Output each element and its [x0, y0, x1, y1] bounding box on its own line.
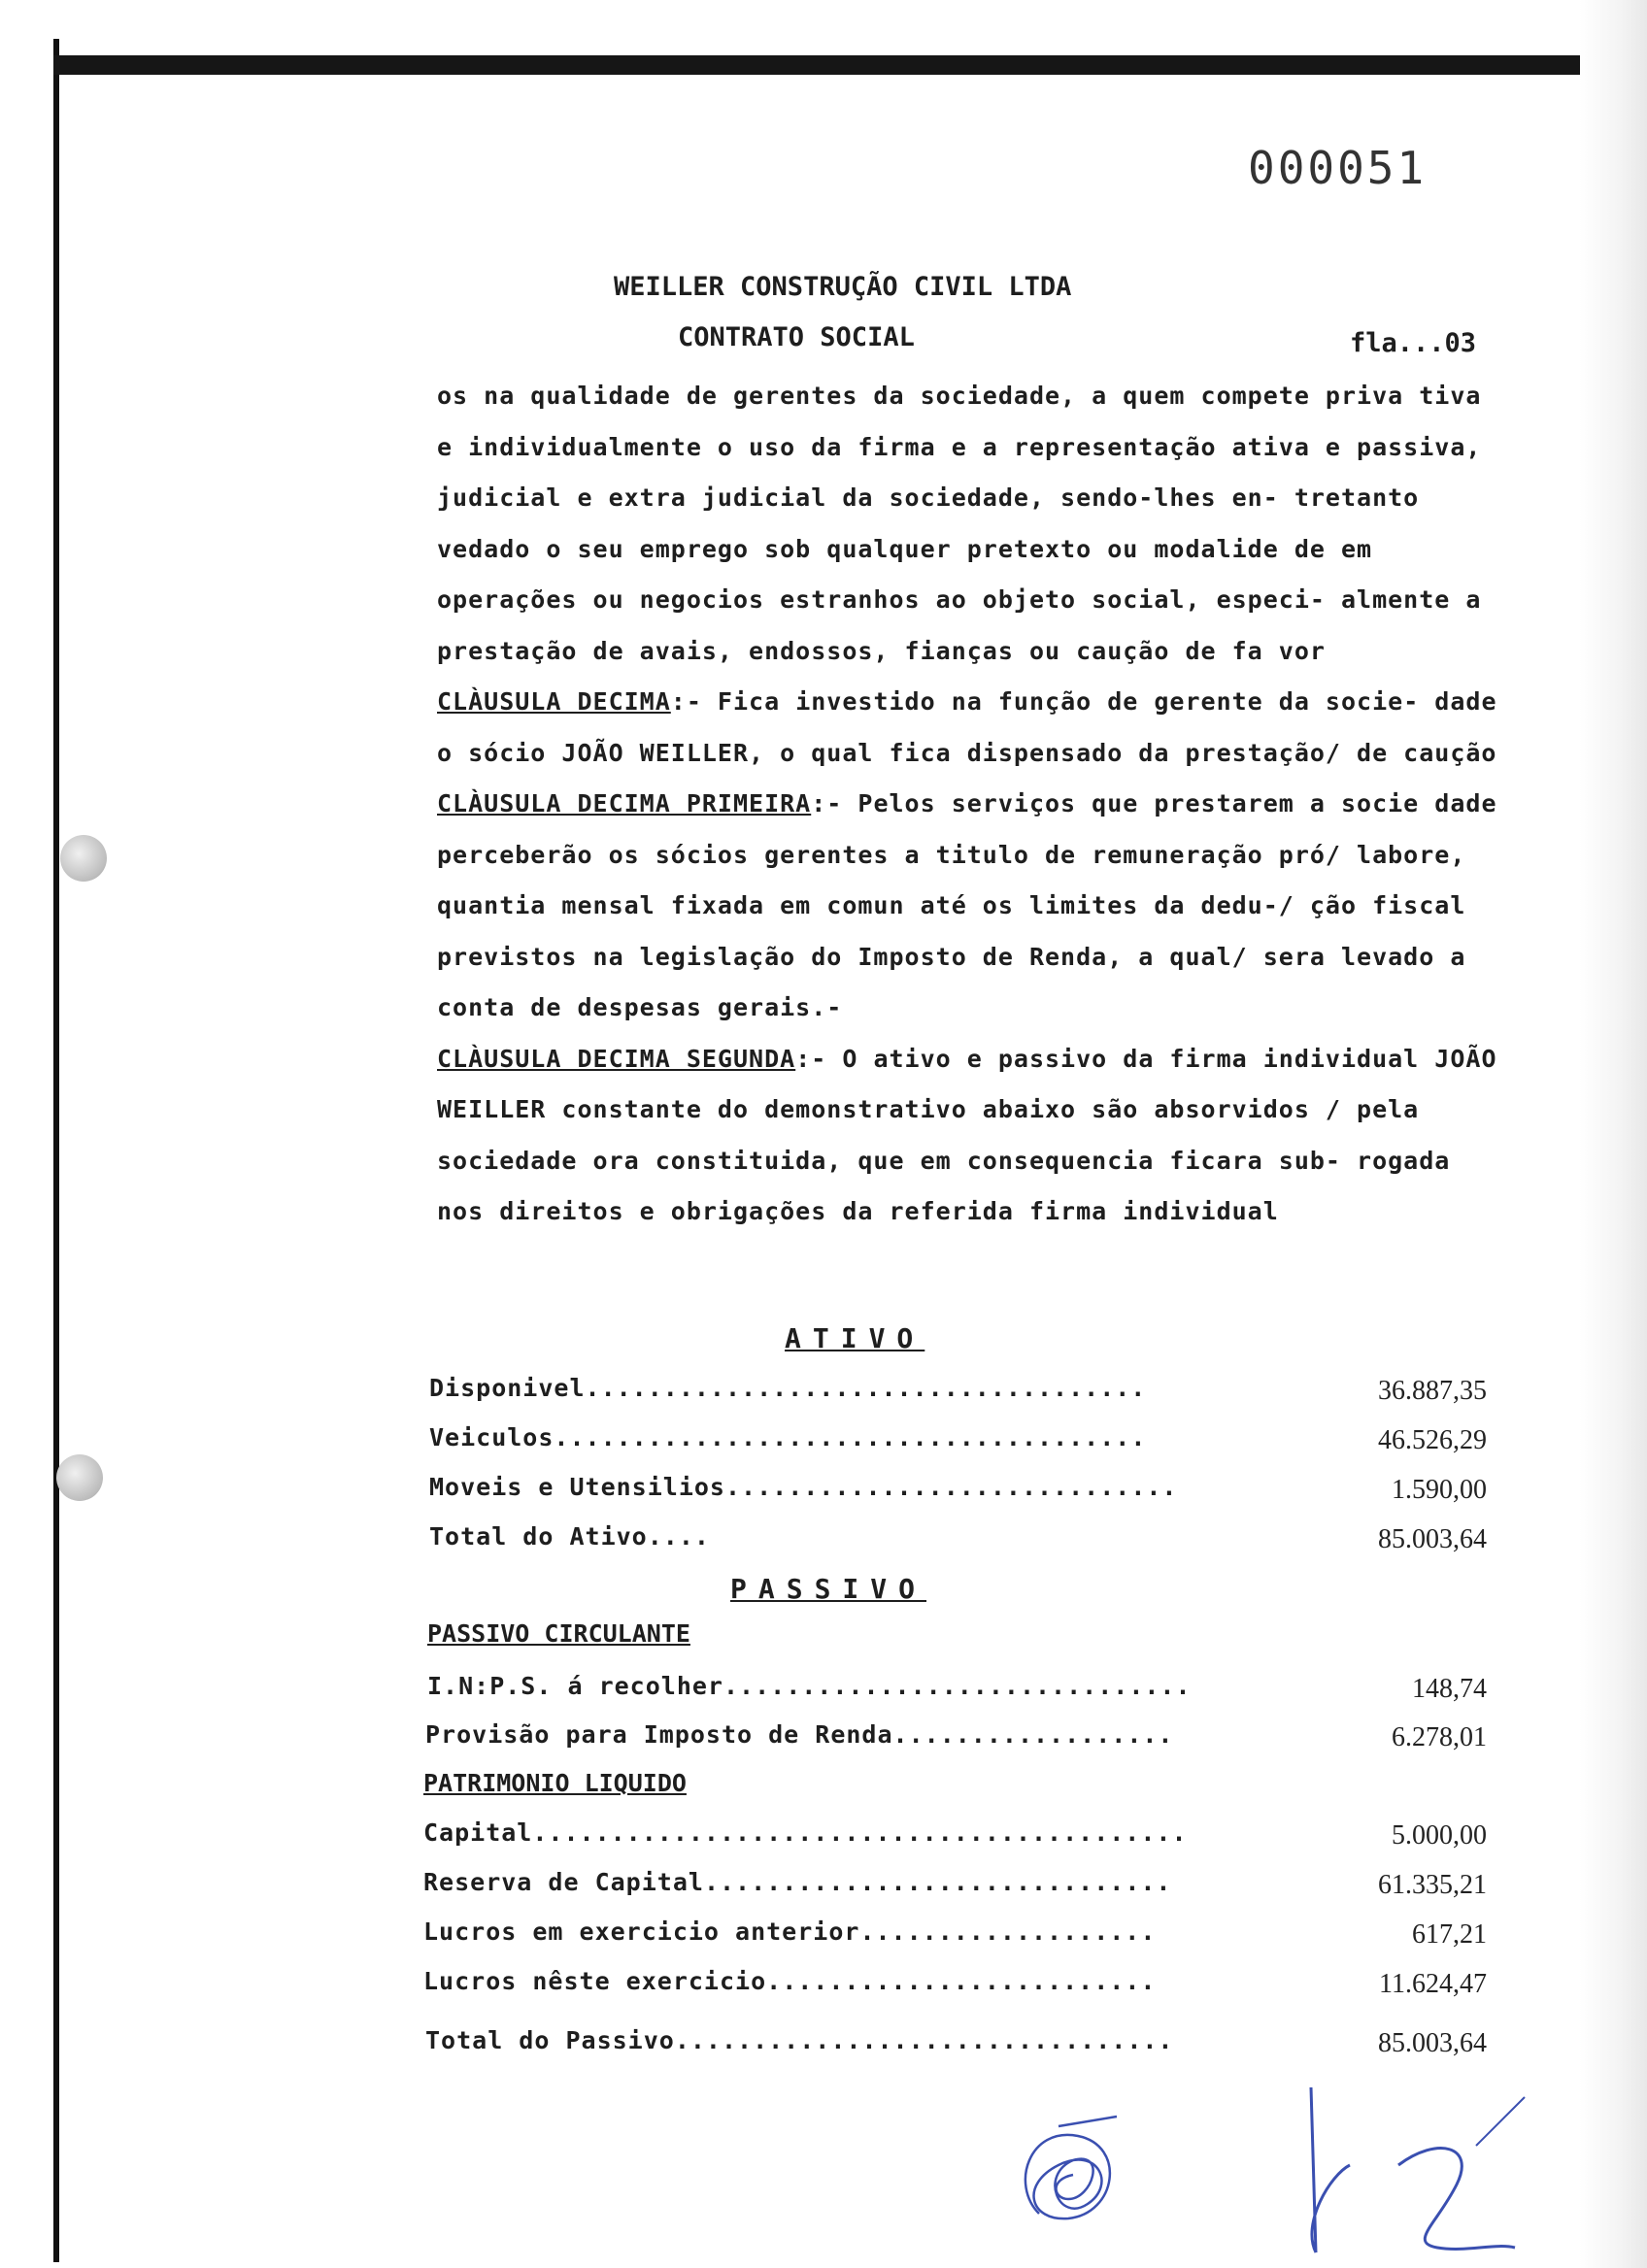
- passivo-circulante-heading: PASSIVO CIRCULANTE: [427, 1619, 690, 1648]
- clause-10-text: :- Fica investido na função de gerente da socie- dade o sócio JOÃO WEILLER, o qual fica dispensado da prestação/ de caução: [437, 687, 1497, 767]
- ativo-amount: 36.887,35: [1378, 1376, 1487, 1406]
- document-number: 000051: [1248, 142, 1428, 194]
- ativo-label: Veiculos......................................: [429, 1423, 1147, 1451]
- sheet-number: fla...03: [1350, 328, 1477, 358]
- punch-hole-top: [60, 835, 107, 882]
- passivo-row-lucros-exercicio: [0, 1967, 1647, 2002]
- clause-11-text: :- Pelos serviços que prestarem a socie dade perceberão os sócios gerentes a titulo de remuneração pró/ labore, quantia mensal fixada em comun até os limites da dedu-/ ção fiscal previstos na legislação do Imposto de Renda, a qual/ sera levado a conta de despesas gerais.-: [437, 789, 1497, 1021]
- passivo-row-reserva: [0, 1868, 1647, 1903]
- passivo-label: I.N:P.S. á recolher..............................: [427, 1672, 1192, 1700]
- passivo-row-inps: [0, 1672, 1647, 1707]
- passivo-row-provisao: [0, 1720, 1647, 1755]
- clause-11-heading: CLÀUSULA DECIMA PRIMEIRA: [437, 789, 812, 817]
- passivo-amount: 11.624,47: [1379, 1969, 1487, 1999]
- ativo-row-disponivel: [0, 1374, 1647, 1409]
- patrimonio-liquido-heading: PATRIMONIO LIQUIDO: [423, 1769, 687, 1797]
- passivo-amount: 5.000,00: [1392, 1820, 1487, 1851]
- ativo-row-moveis: [0, 1473, 1647, 1508]
- passivo-total-amount: 85.003,64: [1378, 2028, 1487, 2058]
- passivo-total-label: Total do Passivo................................: [425, 2026, 1174, 2054]
- passivo-label: Lucros em exercicio anterior...................: [423, 1918, 1157, 1946]
- ativo-label: Moveis e Utensilios.............................: [429, 1473, 1178, 1501]
- ativo-total-label: Total do Ativo....: [429, 1522, 710, 1551]
- passivo-row-total: [0, 2026, 1647, 2061]
- passivo-amount: 61.335,21: [1378, 1870, 1487, 1900]
- ativo-row-veiculos: [0, 1423, 1647, 1458]
- signature-initials-marks: [1292, 2078, 1544, 2262]
- passivo-label: Capital..........................................: [423, 1818, 1188, 1847]
- ativo-amount: 46.526,29: [1378, 1425, 1487, 1455]
- passivo-amount: 6.278,01: [1392, 1722, 1487, 1752]
- clause-11: [437, 779, 1505, 1034]
- passivo-row-capital: [0, 1818, 1647, 1853]
- contract-title: CONTRATO SOCIAL: [678, 322, 915, 352]
- contract-body: [437, 371, 1505, 1238]
- clause-12-heading: CLÀUSULA DECIMA SEGUNDA: [437, 1044, 796, 1073]
- clause-10: [437, 677, 1505, 779]
- clause-12: [437, 1034, 1505, 1238]
- ativo-total-amount: 85.003,64: [1378, 1524, 1487, 1554]
- passivo-label: Provisão para Imposto de Renda..................: [425, 1720, 1174, 1749]
- clause-12-text: :- O ativo e passivo da firma individual JOÃO WEILLER constante do demonstrativo abaixo são absorvidos / pela sociedade ora constituida, que em consequencia ficara sub- rogada nos direitos e obrigações da referida firma individual: [437, 1044, 1497, 1225]
- clause-10-heading: CLÀUSULA DECIMA: [437, 687, 671, 716]
- clause-continuation: os na qualidade de gerentes da sociedade, a quem compete priva tiva e individualmente o uso da firma e a representação ativa e passiva, judicial e extra judicial da sociedade, sendo-lhes en- tretanto vedado o seu emprego sob qualquer pretexto ou modalide de em operações ou negocios estranhos ao objeto social, especi- almente a prestação de avais, endossos, fianças ou caução de fa vor: [437, 382, 1482, 665]
- ativo-row-total: [0, 1522, 1647, 1557]
- passivo-row-lucros-anterior: [0, 1918, 1647, 1952]
- ativo-label: Disponivel....................................: [429, 1374, 1147, 1402]
- passivo-amount: 617,21: [1412, 1919, 1487, 1950]
- ativo-heading: ATIVO: [785, 1322, 925, 1354]
- passivo-label: Reserva de Capital..............................: [423, 1868, 1172, 1896]
- passivo-heading: PASSIVO: [730, 1573, 927, 1605]
- signature-initials-scribble: [1000, 2107, 1146, 2233]
- ativo-amount: 1.590,00: [1392, 1475, 1487, 1505]
- passivo-label: Lucros nêste exercicio.........................: [423, 1967, 1157, 1995]
- copier-edge-bar: [53, 55, 1580, 75]
- passivo-amount: 148,74: [1412, 1674, 1487, 1704]
- company-name: WEILLER CONSTRUÇÃO CIVIL LTDA: [614, 272, 1072, 302]
